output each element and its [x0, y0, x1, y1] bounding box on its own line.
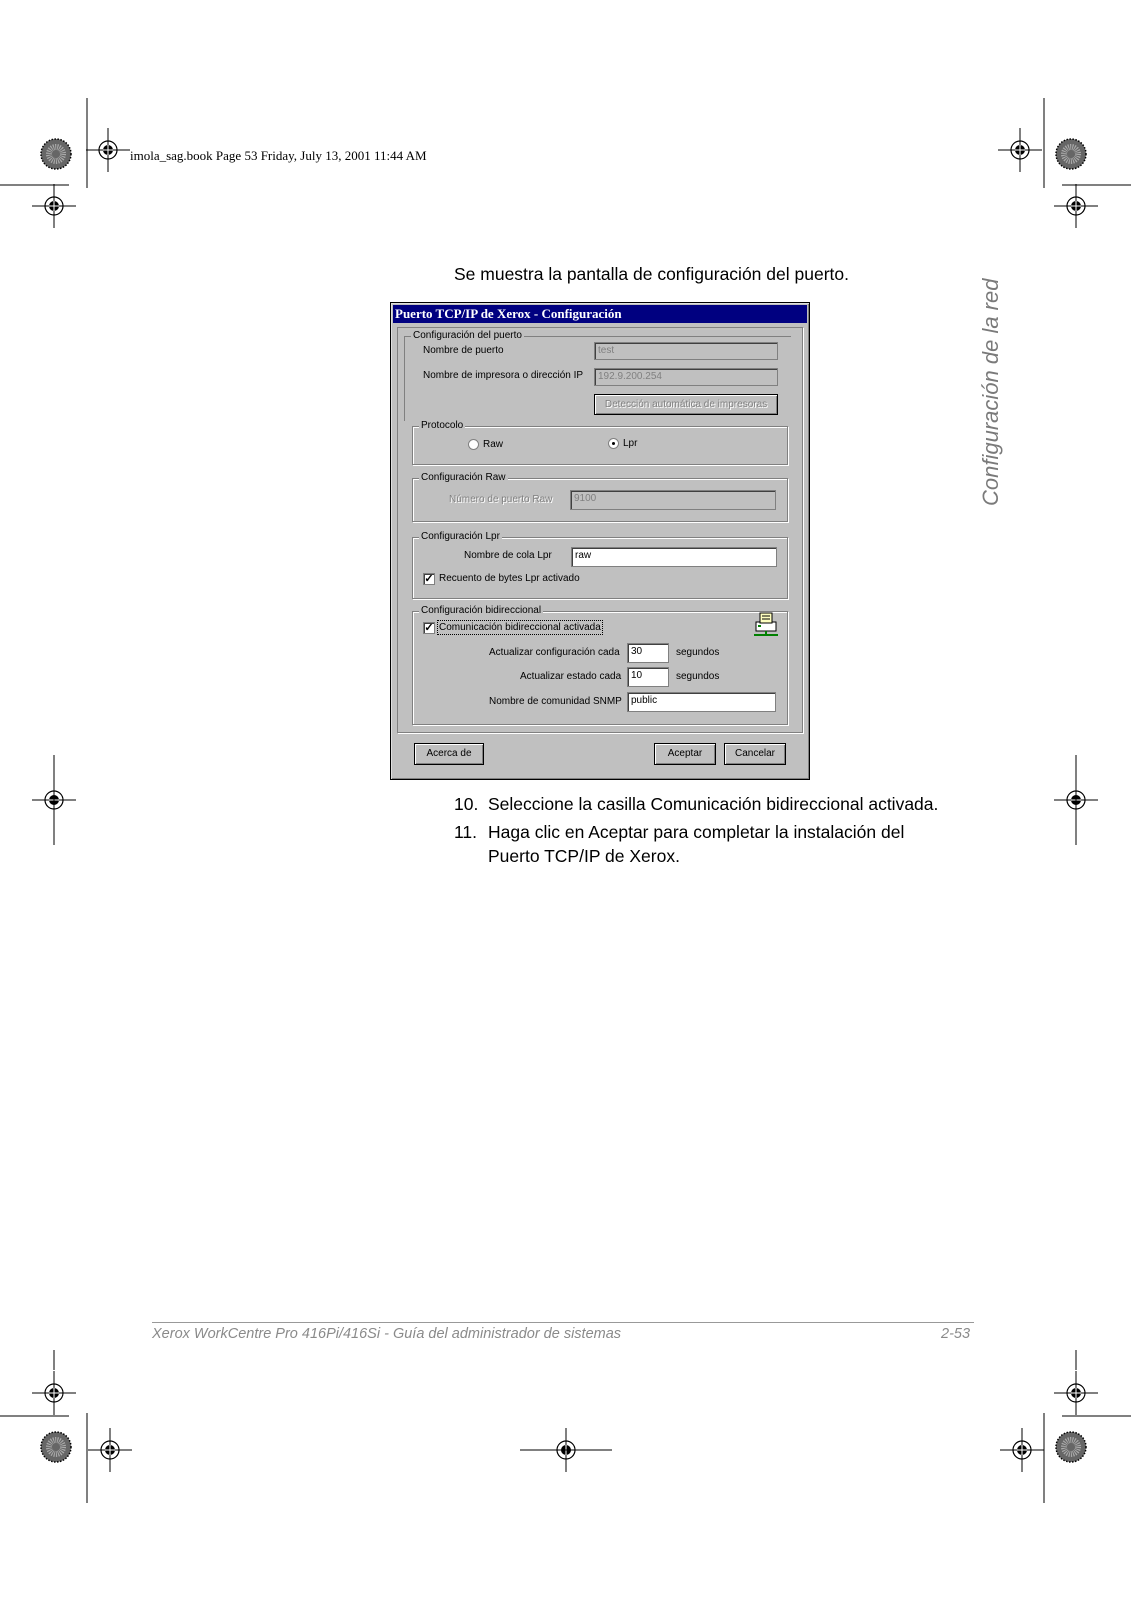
lpr-byte-count-label: Recuento de bytes Lpr activado	[439, 573, 580, 584]
registration-mark	[1054, 1371, 1098, 1415]
configuration-dialog	[390, 302, 810, 780]
registration-mark	[88, 1428, 132, 1472]
intro-text: Se muestra la pantalla de configuración del puerto.	[454, 264, 849, 284]
printer-ip-label: Nombre de impresora o dirección IP	[423, 370, 584, 381]
update-status-seconds-label: segundos	[676, 671, 720, 682]
printer-icon	[752, 610, 780, 638]
step-number: 11.	[454, 822, 478, 842]
bidi-checkbox[interactable]: ✓	[424, 622, 434, 634]
update-config-label: Actualizar configuración cada	[489, 647, 620, 658]
book-header-line: imola_sag.book Page 53 Friday, July 13, 2001 11:44 AM	[130, 148, 427, 163]
port-config-legend: Configuración del puerto	[413, 330, 522, 341]
step-text: Haga clic en Aceptar para completar la instalación del	[488, 822, 905, 842]
raw-radio[interactable]	[468, 439, 479, 450]
dialog-title-bar: Puerto TCP/IP de Xerox - Configuración	[393, 305, 807, 323]
registration-mark	[998, 128, 1042, 172]
step-11-continued	[488, 846, 680, 867]
raw-config-legend: Configuración Raw	[421, 472, 506, 483]
raw-radio-label: Raw	[483, 439, 504, 450]
step-number: 10.	[454, 794, 479, 814]
registration-star-mark	[1056, 139, 1086, 169]
snmp-community-field[interactable]: public	[627, 692, 776, 712]
snmp-community-label: Nombre de comunidad SNMP	[489, 696, 622, 707]
lpr-config-legend: Configuración Lpr	[421, 531, 500, 542]
raw-port-number-label: Número de puerto Raw	[449, 494, 553, 505]
footer-book-title: Xerox WorkCentre Pro 416Pi/416Si - Guía del administrador de sistemas	[152, 1326, 622, 1342]
lpr-radio[interactable]	[608, 438, 619, 449]
protocol-legend: Protocolo	[421, 420, 464, 431]
registration-mark	[1054, 184, 1098, 228]
radio-selected-dot	[612, 442, 615, 445]
registration-star-mark	[41, 1432, 71, 1462]
lpr-queue-label: Nombre de cola Lpr	[464, 550, 552, 561]
dialog-panel	[397, 327, 803, 733]
cancel-button[interactable]: Cancelar	[724, 743, 786, 765]
about-button[interactable]: Acerca de	[414, 743, 484, 765]
registration-star-mark	[41, 139, 71, 169]
bidi-checkbox-label: Comunicación bidireccional activada	[439, 622, 601, 633]
registration-mark	[32, 1371, 76, 1415]
registration-mark	[86, 128, 130, 172]
registration-mark	[32, 184, 76, 228]
printer-ip-field[interactable]: 192.9.200.254	[594, 368, 778, 386]
bidi-config-legend: Configuración bidireccional	[421, 605, 542, 616]
step-text: Seleccione la casilla Comunicación bidireccional activada.	[488, 794, 939, 814]
footer-page-number: 2-53	[941, 1326, 971, 1342]
autodetect-printers-button[interactable]: Detección automática de impresoras	[594, 394, 778, 415]
registration-mark	[1000, 1428, 1044, 1472]
step-10	[454, 794, 938, 815]
raw-port-number-field[interactable]: 9100	[570, 490, 776, 510]
footer-rule	[152, 1322, 974, 1323]
side-title-text: Configuración de la red	[978, 278, 1003, 506]
update-config-seconds-label: segundos	[676, 647, 720, 658]
update-status-label: Actualizar estado cada	[520, 671, 622, 682]
port-name-label: Nombre de puerto	[423, 345, 504, 356]
lpr-queue-field[interactable]: raw	[571, 547, 777, 567]
lpr-radio-label: Lpr	[623, 438, 638, 449]
registration-star-mark	[1056, 1432, 1086, 1462]
accept-button[interactable]: Aceptar	[654, 743, 716, 765]
update-status-field[interactable]: 10	[627, 667, 669, 687]
step-text: Puerto TCP/IP de Xerox.	[488, 846, 680, 866]
lpr-byte-count-checkbox[interactable]: ✓	[424, 573, 434, 585]
step-11	[454, 822, 904, 843]
port-name-field[interactable]: test	[594, 342, 778, 360]
update-config-field[interactable]: 30	[627, 643, 669, 663]
